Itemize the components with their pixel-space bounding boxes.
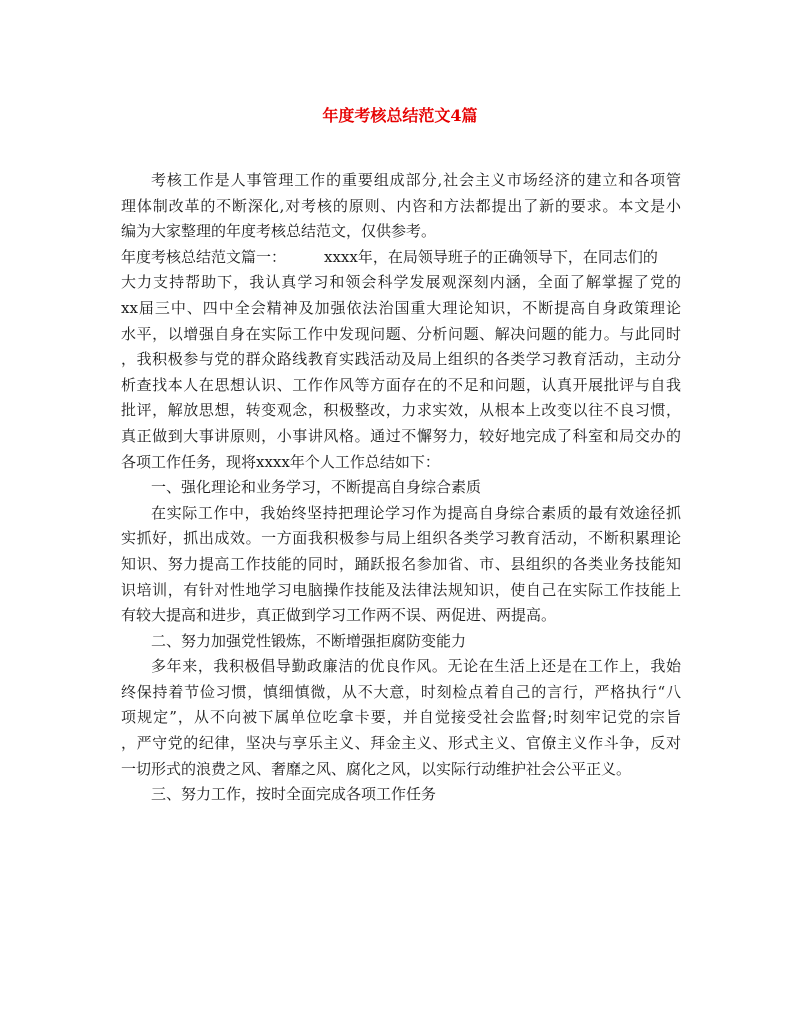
intro-line-1: 考核工作是人事管理工作的重要组成部分,社会主义市场经济的建立和各项管 xyxy=(151,171,681,189)
paragraph-line: xx届三中、四中全会精神及加强依法治国重大理论知识，不断提高自身政策理论 xyxy=(121,298,681,317)
paragraph-line: 一切形式的浪费之风、奢靡之风、腐化之风，以实际行动维护社会公平正义。 xyxy=(121,759,632,778)
intro-line-2: 理体制改革的不断深化,对考核的原则、内咨和方法都提出了新的要求。本文是小 xyxy=(121,196,681,215)
paragraph-line: ，我积极参与党的群众路线教育实践活动及局上组织的各类学习教育活动，主动分 xyxy=(121,350,681,369)
paragraph-line: 批评，解放思想，转变观念，积极整改，力求实效，从根本上改变以往不良习惯， xyxy=(121,401,681,420)
document-body xyxy=(121,168,681,808)
paragraph-line: 各项工作任务，现将xxxx年个人工作总结如下： xyxy=(121,452,440,471)
paragraph-line: 在实际工作中，我始终坚持把理论学习作为提高自身综合素质的最有效途径抓 xyxy=(151,503,681,522)
paragraph-line: 识培训，有针对性地学习电脑操作技能及法律法规知识，使自己在实际工作技能上 xyxy=(121,580,681,599)
paragraph-line: 大力支持帮助下，我认真学习和领会科学发展观深刻内涵，全面了解掌握了党的 xyxy=(121,273,681,292)
paragraph-line: 水平，以增强自身在实际工作中发现问题、分析问题、解决问题的能力。与此同时 xyxy=(121,324,681,343)
paragraph-line: 多年来，我积极倡导勤政廉洁的优良作风。无论在生活上还是在工作上，我始 xyxy=(151,657,681,676)
section-heading-3: 三、努力工作，按时全面完成各项工作任务 xyxy=(151,785,437,804)
paragraph-line: 终保持着节俭习惯，慎细慎微，从不大意，时刻检点着自己的言行，严格执行“八 xyxy=(121,682,681,701)
paragraph-line: 真正做到大事讲原则，小事讲风格。通过不懈努力，较好地完成了科室和局交办的 xyxy=(121,426,681,445)
intro-line-3: 编为大家整理的年度考核总结范文，仅供参考。 xyxy=(121,222,437,241)
paragraph-line: 项规定”，从不向被下属单位吃拿卡要，并自觉接受社会监督;时刻牢记党的宗旨 xyxy=(121,708,681,727)
article-one-first-sentence: xxxx年，在局领导班子的正确领导下，在同志们的 xyxy=(324,247,658,266)
paragraph-line: 有较大提高和进步，真正做到学习工作两不误、两促进、两提高。 xyxy=(121,606,557,625)
section-heading-1: 一、强化理论和业务学习，不断提高自身综合素质 xyxy=(151,478,482,497)
article-one-heading-line xyxy=(121,245,681,271)
paragraph-line: ，严守党的纪律，坚决与享乐主义、拜金主义、形式主义、官僚主义作斗争，反对 xyxy=(121,734,681,753)
paragraph-line: 实抓好，抓出成效。一方面我积极参与局上组织各类学习教育活动，不断积累理论 xyxy=(121,529,681,548)
section-heading-2: 二、努力加强党性锻炼，不断增强拒腐防变能力 xyxy=(151,631,467,650)
document-title: 年度考核总结范文4篇 xyxy=(322,106,478,125)
article-one-heading: 年度考核总结范文篇一： xyxy=(121,247,287,266)
paragraph-line: 析查找本人在思想认识、工作作风等方面存在的不足和问题，认真开展批评与自我 xyxy=(121,375,681,394)
paragraph-line: 知识、努力提高工作技能的同时，踊跃报名参加省、市、县组织的各类业务技能知 xyxy=(121,554,681,573)
